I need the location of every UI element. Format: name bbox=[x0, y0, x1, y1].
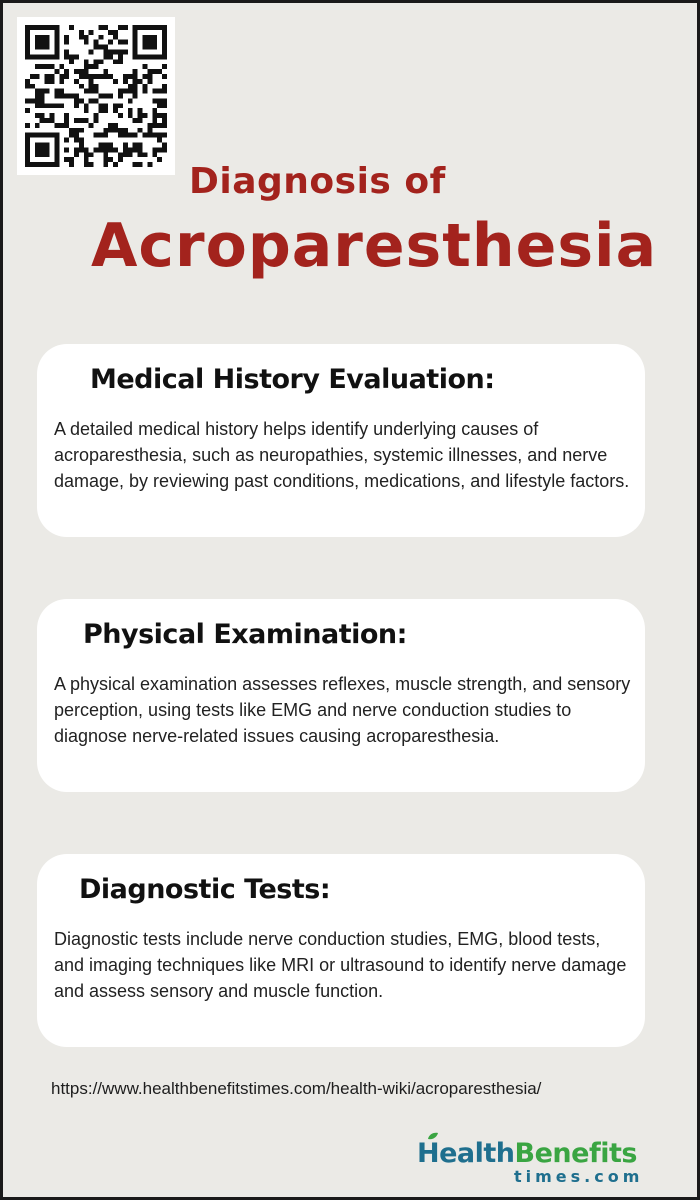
section-heading: Physical Examination: bbox=[83, 619, 407, 650]
section-card-diagnostic-tests bbox=[37, 854, 645, 1047]
section-card-medical-history bbox=[37, 344, 645, 537]
section-body: A detailed medical history helps identify underlying causes of acroparesthesia, such as neuropathies, systemic illnesses, and nerve damage, by reviewing past conditions, medications, and lifestyle factors. bbox=[54, 419, 630, 491]
section-body: Diagnostic tests include nerve conduction studies, EMG, blood tests, and imaging techniques like MRI or ultrasound to identify nerve damage and assess sensory and muscle function. bbox=[54, 929, 627, 1001]
brand-name bbox=[417, 1138, 637, 1169]
qr-code-graphic bbox=[25, 25, 167, 167]
section-heading: Medical History Evaluation: bbox=[90, 364, 495, 395]
section-card-physical-examination bbox=[37, 599, 645, 792]
brand-name-health: Health bbox=[417, 1138, 515, 1169]
brand-logo bbox=[417, 1138, 657, 1186]
brand-domain: times.com bbox=[514, 1167, 644, 1186]
qr-code-icon[interactable] bbox=[17, 17, 175, 175]
source-url[interactable]: https://www.healthbenefitstimes.com/health-wiki/acroparesthesia/ bbox=[51, 1079, 542, 1098]
section-heading: Diagnostic Tests: bbox=[79, 874, 331, 905]
section-body: A physical examination assesses reflexes, muscle strength, and sensory perception, using tests like EMG and nerve conduction studies to diagnose nerve-related issues causing acroparesthesia. bbox=[54, 674, 631, 746]
title-line-1: Diagnosis of bbox=[189, 161, 446, 202]
title-line-2: Acroparesthesia bbox=[91, 211, 658, 281]
brand-name-benefits: Benefits bbox=[514, 1138, 637, 1169]
